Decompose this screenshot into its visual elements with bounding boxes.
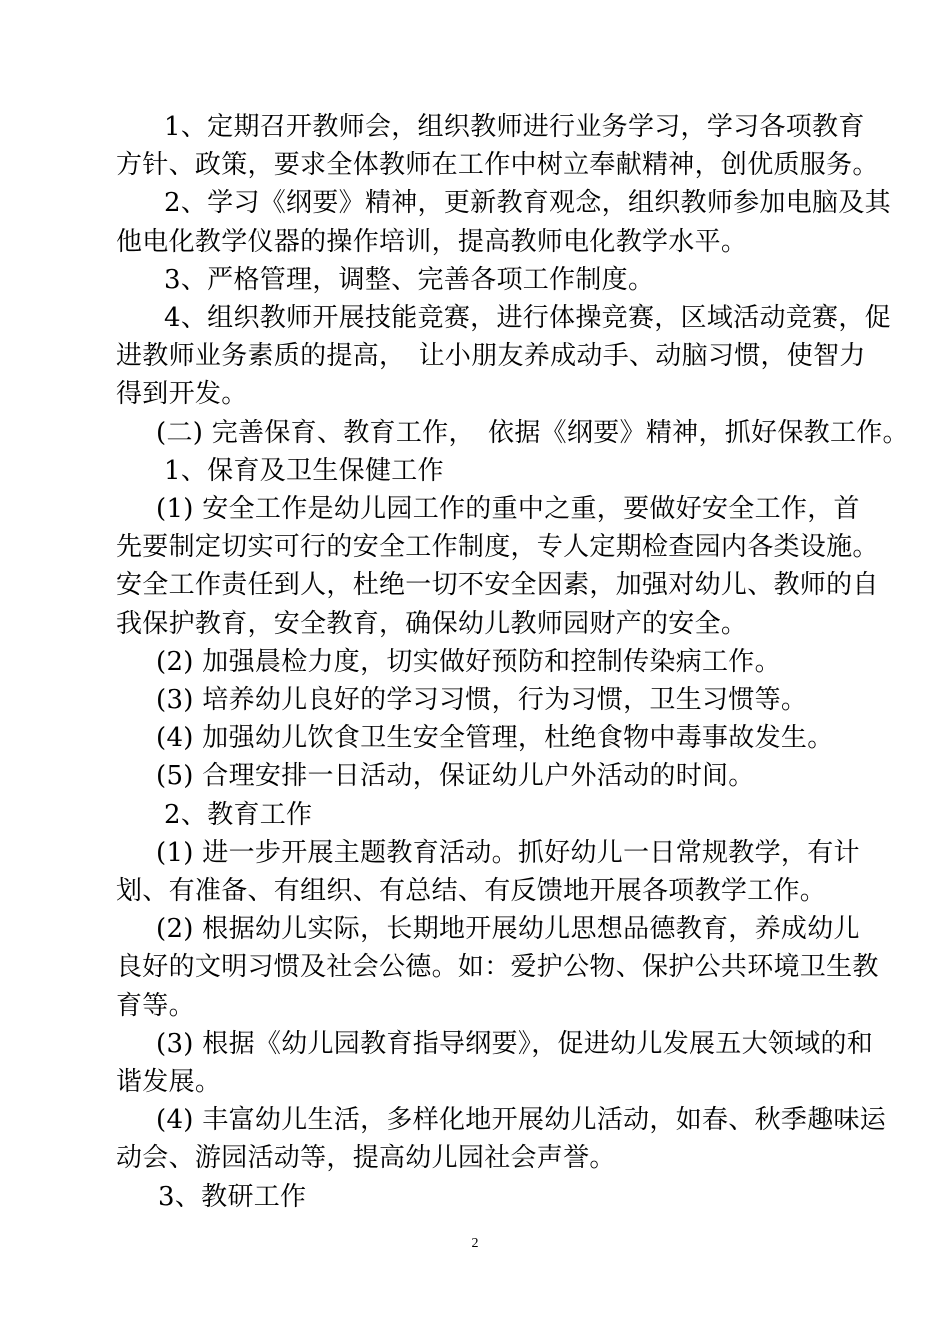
text-line: 4、组织教师开展技能竞赛，进行体操竞赛，区域活动竞赛，促 (164, 303, 891, 334)
text-line: 进教师业务素质的提高， 让小朋友养成动手、动脑习惯，使智力 (116, 341, 866, 372)
text-line: 得到开发。 (116, 379, 248, 410)
text-line: (1) 安全工作是幼儿园工作的重中之重，要做好安全工作，首 (156, 494, 860, 525)
text-line: 先要制定切实可行的安全工作制度，专人定期检查园内各类设施。 (116, 532, 879, 563)
text-line: 良好的文明习惯及社会公德。如：爱护公物、保护公共环境卫生教 (116, 952, 879, 983)
text-line: 2、学习《纲要》精神，更新教育观念，组织教师参加电脑及其 (164, 188, 891, 219)
text-line: (2) 根据幼儿实际，长期地开展幼儿思想品德教育，养成幼儿 (156, 914, 860, 945)
text-line: 3、严格管理，调整、完善各项工作制度。 (164, 264, 655, 295)
text-line: (2) 加强晨检力度，切实做好预防和控制传染病工作。 (156, 646, 781, 677)
text-line: (1) 进一步开展主题教育活动。抓好幼儿一日常规教学，有计 (156, 837, 860, 868)
text-line: 2、教育工作 (164, 799, 313, 830)
text-line: 方针、政策，要求全体教师在工作中树立奉献精神，创优质服务。 (116, 150, 879, 181)
text-line: 3、教研工作 (158, 1181, 307, 1212)
text-line: (3) 根据《幼儿园教育指导纲要》，促进幼儿发展五大领域的和 (156, 1028, 874, 1059)
text-line: 动会、游园活动等，提高幼儿园社会声誉。 (116, 1143, 616, 1174)
text-line: 育等。 (116, 990, 195, 1021)
text-line: 1、定期召开教师会，组织教师进行业务学习，学习各项教育 (164, 112, 865, 142)
page-number: 2 (471, 1236, 479, 1251)
text-line: 划、有准备、有组织、有总结、有反馈地开展各项教学工作。 (116, 876, 827, 907)
text-line: 他电化教学仪器的操作培训，提高教师电化教学水平。 (116, 226, 748, 257)
text-line: (4) 丰富幼儿生活，多样化地开展幼儿活动，如春、秋季趣味运 (156, 1105, 887, 1136)
document-body (116, 108, 909, 1216)
text-line: 谐发展。 (116, 1067, 222, 1098)
text-line: 安全工作责任到人，杜绝一切不安全因素，加强对幼儿、教师的自 (116, 570, 879, 601)
text-line: (二) 完善保育、教育工作， 依据《纲要》精神，抓好保教工作。 (156, 417, 909, 448)
text-line: (5) 合理安排一日活动，保证幼儿户外活动的时间。 (156, 761, 755, 792)
text-line: (4) 加强幼儿饮食卫生安全管理，杜绝食物中毒事故发生。 (156, 723, 834, 754)
text-line: 1、保育及卫生保健工作 (164, 455, 444, 486)
text-line: (3) 培养幼儿良好的学习习惯，行为习惯，卫生习惯等。 (156, 685, 808, 716)
text-line: 我保护教育，安全教育，确保幼儿教师园财产的安全。 (116, 608, 748, 639)
